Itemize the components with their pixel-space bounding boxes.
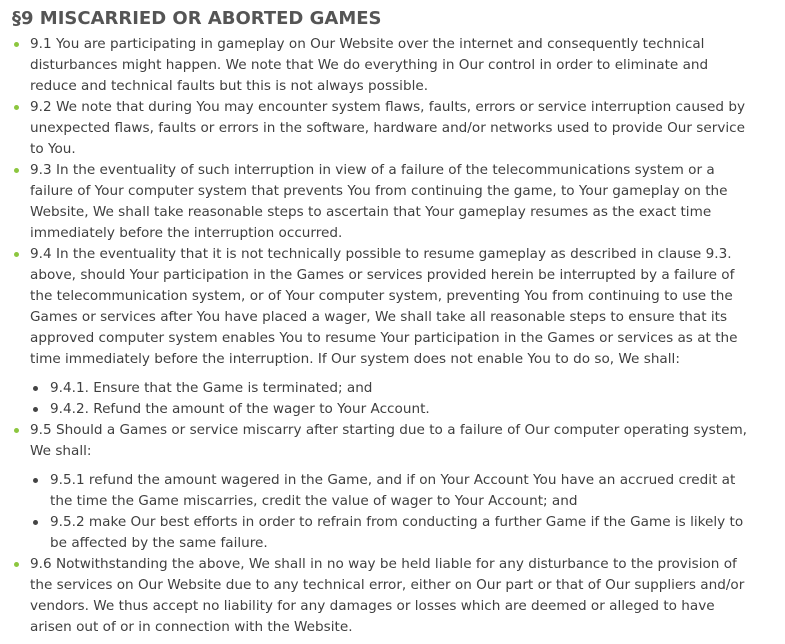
- clause-text: 9.2 We note that during You may encounter system flaws, faults, errors or service interruption caused by unexpected flaws, faults or errors in the software, hardware and/or networks used to provide Our service to You.: [30, 99, 746, 157]
- clause-text: 9.4 In the eventuality that it is not technically possible to resume gameplay as described in clause 9.3. above, should Your participation in the Games or services provided herein be interrupted by a failure of the telecommunication system, or of Your computer system, preventing You from continuing to use the Games or services after You have placed a wager, We shall take all reasonable steps to ensure that its approved computer system enables You to resume Your participation in the Games or services as at the time immediately before the interruption. If Our system does not enable You to do so, We shall:: [30, 246, 738, 367]
- sub-clause-9-5-1: 9.5.1 refund the amount wagered in the Game, and if on Your Account You have an accrued credit at the time the Game miscarries, credit the value of wager to Your Account; and: [30, 470, 752, 512]
- terms-document: [12, 6, 752, 638]
- clause-9-4: [12, 244, 752, 420]
- clause-text: 9.3 In the eventuality of such interruption in view of a failure of the telecommunications system or a failure of Your computer system that prevents You from continuing the game, to Your gameplay on the Website, We shall take reasonable steps to ascertain that Your gameplay resumes as the exact time immediately before the interruption occurred.: [30, 162, 728, 241]
- section-title: §9 MISCARRIED OR ABORTED GAMES: [12, 8, 382, 29]
- clause-9-1: [12, 34, 752, 97]
- sub-clause-9-4-1: 9.4.1. Ensure that the Game is terminated; and: [30, 378, 752, 399]
- clause-9-6: [12, 554, 752, 638]
- sub-clause-9-4-2: 9.4.2. Refund the amount of the wager to Your Account.: [30, 399, 752, 420]
- clause-text: 9.1 You are participating in gameplay on Our Website over the internet and consequently technical disturbances might happen. We note that We do everything in Our control in order to eliminate and reduce and technical faults but this is not always possible.: [30, 36, 709, 94]
- clause-text: 9.5 Should a Games or service miscarry after starting due to a failure of Our computer operating system, We shall:: [30, 422, 748, 459]
- clause-9-2: [12, 97, 752, 160]
- sub-clause-9-5-2: 9.5.2 make Our best efforts in order to refrain from conducting a further Game if the Game is likely to be affected by the same failure.: [30, 512, 752, 554]
- sub-clause-list: [30, 470, 752, 554]
- clause-9-3: [12, 160, 752, 244]
- sub-clause-list: [30, 378, 752, 420]
- clause-list: [12, 34, 752, 638]
- clause-9-5: [12, 420, 752, 554]
- clause-text: 9.6 Notwithstanding the above, We shall in no way be held liable for any disturbance to the provision of the services on Our Website due to any technical error, either on Our part or that of Our suppliers and/or vendors. We thus accept no liability for any damages or losses which are deemed or alleged to have arisen out of or in connection with the Website.: [30, 556, 745, 635]
